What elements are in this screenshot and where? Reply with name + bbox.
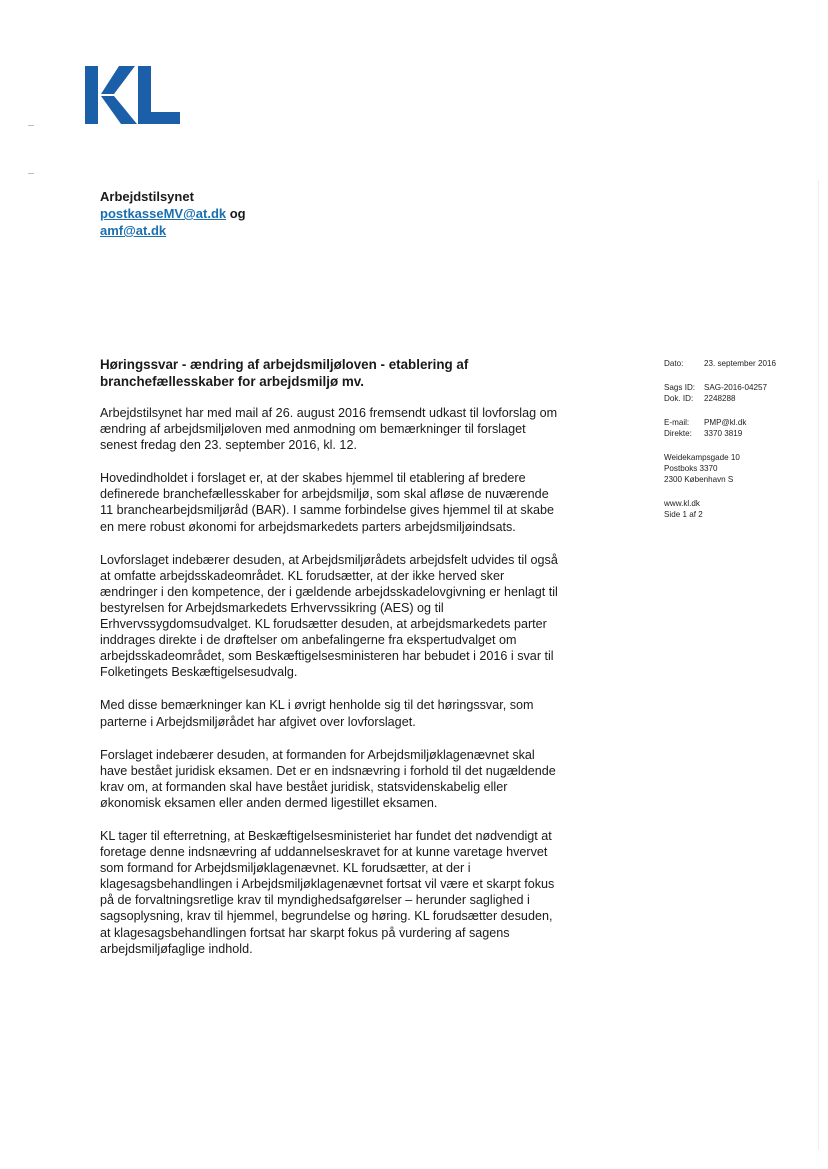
address-line: Postboks 3370 xyxy=(664,464,718,473)
scan-edge xyxy=(818,180,819,1150)
address-line: Weidekampsgade 10 xyxy=(664,453,740,462)
direct-phone-value: 3370 3819 xyxy=(704,429,743,438)
paragraph: Med disse bemærkninger kan KL i øvrigt henholde sig til det høringssvar, som parterne i Arbejdsmiljørådet har afgivet over lovforslaget. xyxy=(100,698,534,729)
paragraph: KL tager til efterretning, at Beskæftigelsesministeriet har fundet det nødvendigt at foretage denne indsnævring af uddannelseskravet for at kunne varetage hvervet som formand for Arbejdsmiljøklagenævnet. KL forudsætter, at der i klagesagsbehandlingen i Arbejdsmiljøklagenævnet fortsat vil være et skarpt fokus på de forvaltningsretlige krav til myndighedsafgørelser – herunder saglighed i sagsoplysning, krav til hjemmel, begrundelse og høring. KL forudsætter desuden, at klagesagsbehandlingen fortsat har skarpt fokus på vurdering af sagens arbejdsmiljøfaglige indhold. xyxy=(100,828,555,956)
case-id-label: Sags ID: xyxy=(664,383,696,392)
doc-id-label: Dok. ID: xyxy=(664,394,694,403)
case-id-value: SAG-2016-04257 xyxy=(704,383,767,392)
margin-mark xyxy=(28,125,34,126)
email-link-postkasse[interactable]: postkasseMV@at.dk xyxy=(100,206,227,221)
paragraph: Arbejdstilsynet har med mail af 26. august 2016 fremsendt udkast til lovforslag om ændring af arbejdsmiljøloven med anmodning om bemærkninger til forslaget senest fredag den 23. september 2016, kl. 12. xyxy=(100,406,558,453)
page-number: Side 1 af 2 xyxy=(664,510,703,519)
letter-metadata xyxy=(664,358,814,533)
letter-title: Høringssvar - ændring af arbejdsmiljøloven - etablering af branchefællesskaber for arbejdsmiljø mv. xyxy=(100,357,469,389)
paragraph: Lovforslaget indebærer desuden, at Arbejdsmiljørådets arbejdsfelt udvides til også at omfatte arbejdsskadeområdet. KL forudsætter, at der ikke herved sker ændringer i den kompetence, der i gældende arbejdsskadelovgivning er henlagt til bestyrelsen for Arbejdsmarkedets Erhvervssikring (AES) og til Erhvervssygdomsudvalget. KL forudsætter desuden, at arbejdsmarkedets parter inddrages direkte i de drøftelser om anbefalingerne fra ekspertudvalget om arbejdsskadeområdet, som Beskæftigelsesministeren har bebudet i 2016 i svar til Folketingets Beskæftigelsesudvalg. xyxy=(100,552,558,680)
date-label: Dato: xyxy=(664,359,684,368)
email-label: E-mail: xyxy=(664,418,690,427)
recipient-name: Arbejdstilsynet xyxy=(100,189,194,204)
direct-phone-label: Direkte: xyxy=(664,429,692,438)
paragraph: Forslaget indebærer desuden, at formanden for Arbejdsmiljøklagenævnet skal have bestået juridisk eksamen. Det er en indsnævring i forhold til det nugældende krav om, at formanden skal have bestået juridisk, statsvidenskabelig eller økonomisk eksamen eller anden dermed ligestillet eksamen. xyxy=(100,747,556,810)
kl-logo xyxy=(85,66,181,124)
doc-id-value: 2248288 xyxy=(704,394,736,403)
email-link-amf[interactable]: amf@at.dk xyxy=(100,223,167,238)
margin-mark xyxy=(28,173,34,174)
recipient-block xyxy=(100,188,246,239)
paragraph: Hovedindholdet i forslaget er, at der skabes hjemmel til etablering af bredere definerede branchefællesskaber for arbejdsmiljø, som skal afløse de nuværende 11 branchearbejdsmiljøråd (BAR). I samme forbindelse gives hjemmel til at skabe en mere robust økonomi for arbejdsmarkedets parters arbejdsmiljøindsats. xyxy=(100,471,555,534)
email-value: PMP@kl.dk xyxy=(704,418,747,427)
recipient-conjunction: og xyxy=(229,206,246,221)
kl-logo-mark xyxy=(85,66,181,124)
address-line: 2300 København S xyxy=(664,475,734,484)
website: www.kl.dk xyxy=(664,499,700,508)
letter-body xyxy=(100,405,562,974)
date-value: 23. september 2016 xyxy=(704,359,776,368)
